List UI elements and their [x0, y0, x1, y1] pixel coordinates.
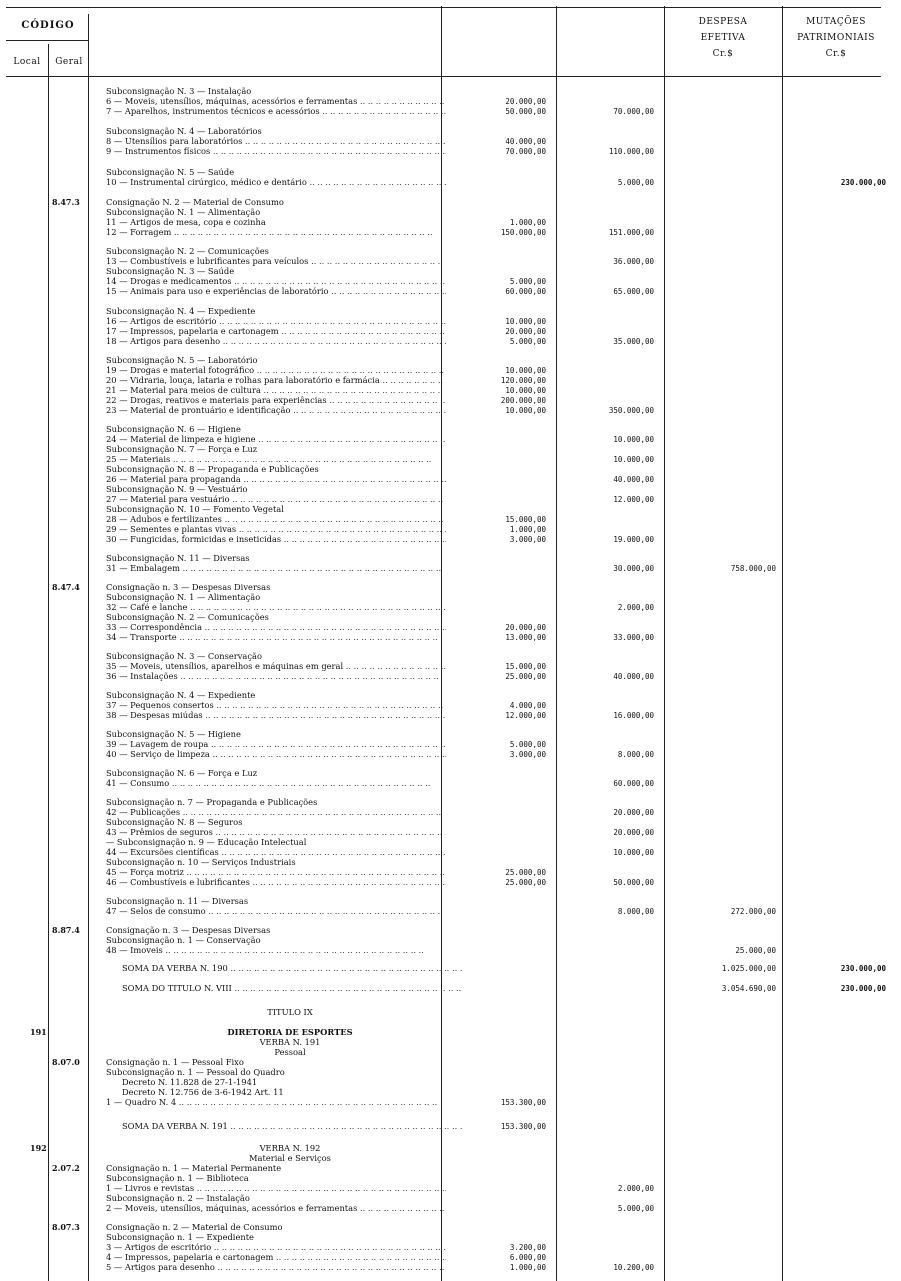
row-value-col1: 50.000,00: [505, 107, 546, 116]
row-value-col1: 20.000,00: [505, 97, 546, 106]
row-value-col1: 5.000,00: [509, 277, 546, 286]
row-description: 37 — Pequenos consertos .. ..: [106, 700, 446, 711]
row-value-col1: 10.000,00: [505, 386, 546, 395]
row-description: Consignação n. 1 — Material Permanente: [106, 1163, 282, 1173]
row-code: 8.47.4: [52, 582, 80, 592]
row-code: 8.47.3: [52, 197, 80, 207]
row-description: Subconsignação N. 1 — Alimentação: [106, 592, 261, 602]
table-row: [0, 671, 901, 682]
row-description: 1 — Livros e revistas .. ..: [106, 1183, 446, 1194]
row-description: 7 — Aparelhos, instrumentos técnicos e acessórios .. ..: [106, 106, 446, 117]
row-value-mutacoes: 230.000,00: [840, 178, 886, 187]
row-description: 8 — Utensílios para laboratórios .. ..: [106, 136, 446, 147]
row-description: TITULO IX: [267, 1007, 313, 1017]
row-description: Subconsignação N. 4 — Expediente: [106, 690, 256, 700]
row-value-despesa: 3.054.690,00: [721, 984, 776, 993]
row-value-mutacoes: 230.000,00: [840, 964, 886, 973]
row-description: 40 — Serviço de limpeza .. ..: [106, 749, 446, 760]
row-value-col1: 70.000,00: [505, 147, 546, 156]
row-description: Subconsignação n. 7 — Propaganda e Publicações: [106, 797, 318, 807]
row-description: 19 — Drogas e material fotográfico .. ..: [106, 365, 446, 376]
row-value-col2: 10.000,00: [613, 435, 654, 444]
row-description: 1 — Quadro N. 4 .. ..: [106, 1097, 446, 1108]
row-description: 5 — Artigos para desenho .. ..: [106, 1262, 446, 1273]
row-description: Consignação n. 1 — Pessoal Fixo: [106, 1057, 244, 1067]
row-description: Subconsignação N. 10 — Fomento Vegetal: [106, 504, 284, 514]
row-description: 21 — Material para meios de cultura .. ..: [106, 385, 446, 396]
row-description: 11 — Artigos de mesa, copa e cozinha: [106, 217, 266, 227]
row-value-col1: 5.000,00: [509, 740, 546, 749]
row-value-col1: 1.000,00: [509, 525, 546, 534]
table-row: [0, 563, 901, 574]
row-description: Subconsignação N. 5 — Higiene: [106, 729, 241, 739]
table-row: [0, 336, 901, 347]
row-value-col1: 25.000,00: [505, 878, 546, 887]
table-row: [0, 1007, 901, 1018]
row-description: Decreto N. 12.756 de 3-6-1942 Art. 11: [122, 1087, 284, 1097]
row-description: SOMA DO TITULO N. VIII .. ..: [122, 983, 462, 994]
row-value-col2: 8.000,00: [617, 907, 654, 916]
row-value-col2: 10.000,00: [613, 848, 654, 857]
table-row: [0, 1203, 901, 1214]
row-description: 45 — Força motriz .. ..: [106, 867, 446, 878]
row-value-col2: 2.000,00: [617, 603, 654, 612]
row-description: 17 — Impressos, papelaria e cartonagem .. ..: [106, 326, 446, 337]
verba-number: 191: [30, 1027, 47, 1037]
row-value-col2: 350.000,00: [608, 406, 654, 415]
row-description: Subconsignação N. 7 — Força e Luz: [106, 444, 258, 454]
row-description: 33 — Correspondência .. ..: [106, 622, 446, 633]
row-description: — Subconsignação n. 9 — Educação Intelectual: [106, 837, 307, 847]
table-row: [0, 877, 901, 888]
row-description: Consignação n. 2 — Material de Consumo: [106, 1222, 283, 1232]
row-value-col2: 30.000,00: [613, 564, 654, 573]
row-description: 28 — Adubos e fertilizantes .. ..: [106, 514, 446, 525]
row-description: 31 — Embalagem .. ..: [106, 563, 446, 574]
table-row: [0, 1262, 901, 1273]
row-description: 34 — Transporte .. ..: [106, 632, 446, 643]
row-value-col2: 60.000,00: [613, 779, 654, 788]
row-description: Subconsignação n. 11 — Diversas: [106, 896, 249, 906]
row-description: Subconsignação n. 2 — Instalação: [106, 1193, 250, 1203]
header-codigo: CÓDIGO: [21, 20, 75, 31]
row-value-col1: 5.000,00: [509, 337, 546, 346]
row-description: Subconsignação N. 3 — Instalação: [106, 86, 252, 96]
row-value-col2: 10.000,00: [613, 455, 654, 464]
row-value-col1: 10.000,00: [505, 317, 546, 326]
row-description: 35 — Moveis, utensílios, aparelhos e máquinas em geral .. ..: [106, 661, 446, 672]
row-value-col2: 5.000,00: [617, 178, 654, 187]
row-description: 46 — Combustíveis e lubrificantes .. ..: [106, 877, 446, 888]
header-local: Local: [13, 57, 41, 67]
row-description: Subconsignação N. 3 — Conservação: [106, 651, 262, 661]
row-description: SOMA DA VERBA N. 190 .. ..: [122, 963, 462, 974]
table-row: [0, 945, 901, 956]
table-row: [0, 778, 901, 789]
row-value-despesa: 272.000,00: [730, 907, 776, 916]
row-description: Subconsignação N. 2 — Comunicações: [106, 246, 269, 256]
row-value-col2: 110.000,00: [608, 147, 654, 156]
row-value-col1: 10.000,00: [505, 366, 546, 375]
row-value-col1: 20.000,00: [505, 327, 546, 336]
row-value-col1: 3.200,00: [509, 1243, 546, 1252]
row-description: 22 — Drogas, reativos e materiais para experiências .. ..: [106, 395, 446, 406]
header-despesa: [668, 14, 778, 62]
row-value-col1: 4.000,00: [509, 701, 546, 710]
row-value-col1: 13.000,00: [505, 633, 546, 642]
row-description: Subconsignação N. 6 — Força e Luz: [106, 768, 258, 778]
table-row: [0, 632, 901, 643]
row-value-col1: 25.000,00: [505, 672, 546, 681]
row-description: 44 — Excursões científicas .. ..: [106, 847, 446, 858]
row-value-col2: 35.000,00: [613, 337, 654, 346]
row-description: Subconsignação n. 1 — Conservação: [106, 935, 261, 945]
row-value-col1: 153.300,00: [500, 1098, 546, 1107]
row-description: Subconsignação n. 1 — Biblioteca: [106, 1173, 249, 1183]
row-description: Consignação n. 3 — Despesas Diversas: [106, 582, 271, 592]
row-value-col2: 50.000,00: [613, 878, 654, 887]
row-value-col1: 1.000,00: [509, 1263, 546, 1272]
row-description: 15 — Animais para uso e experiências de laboratório .. ..: [106, 286, 446, 297]
header-bottom-rule: [6, 76, 881, 77]
row-description: 42 — Publicações .. ..: [106, 807, 446, 818]
row-value-despesa: 758.000,00: [730, 564, 776, 573]
row-description: 4 — Impressos, papelaria e cartonagem .. ..: [106, 1252, 446, 1263]
row-value-col1: 40.000,00: [505, 137, 546, 146]
row-value-col2: 16.000,00: [613, 711, 654, 720]
row-description: 13 — Combustíveis e lubrificantes para veículos .. ..: [106, 256, 446, 267]
table-row: [0, 146, 901, 157]
row-description: Consignação N. 2 — Material de Consumo: [106, 197, 284, 207]
row-value-col1: 3.000,00: [509, 750, 546, 759]
table-row: [0, 286, 901, 297]
row-description: 43 — Prêmios de seguros .. ..: [106, 827, 446, 838]
row-value-col2: 12.000,00: [613, 495, 654, 504]
row-value-col1: 12.000,00: [505, 711, 546, 720]
row-description: 29 — Sementes e plantas vivas .. ..: [106, 524, 446, 535]
row-value-col2: 40.000,00: [613, 672, 654, 681]
row-value-col1: 153.300,00: [500, 1122, 546, 1131]
row-value-col2: 40.000,00: [613, 475, 654, 484]
row-value-despesa: 1.025.000,00: [721, 964, 776, 973]
row-description: 36 — Instalações .. ..: [106, 671, 446, 682]
header-geral: Geral: [55, 57, 83, 67]
row-value-col1: 15.000,00: [505, 515, 546, 524]
row-description: Subconsignação N. 5 — Laboratório: [106, 355, 258, 365]
row-description: 18 — Artigos para desenho .. ..: [106, 336, 446, 347]
row-description: SOMA DA VERBA N. 191 .. ..: [122, 1121, 462, 1132]
header-despesa-line1: DESPESA: [698, 17, 748, 27]
row-value-col1: 150.000,00: [500, 228, 546, 237]
table-row: [0, 534, 901, 545]
row-description: Subconsignação N. 8 — Propaganda e Publicações: [106, 464, 319, 474]
row-value-col1: 15.000,00: [505, 662, 546, 671]
row-value-col1: 25.000,00: [505, 868, 546, 877]
header-mutacoes-line2: PATRIMONIAIS: [797, 33, 875, 43]
row-value-col2: 65.000,00: [613, 287, 654, 296]
row-description: 41 — Consumo .. ..: [106, 778, 446, 789]
row-description: 23 — Material de prontuário e identificação .. ..: [106, 405, 446, 416]
row-description: Subconsignação N. 8 — Seguros: [106, 817, 243, 827]
row-description: 16 — Artigos de escritório .. ..: [106, 316, 446, 327]
row-value-col1: 20.000,00: [505, 623, 546, 632]
row-description: Material e Serviços: [249, 1153, 331, 1163]
table-row: [0, 710, 901, 721]
row-description: Subconsignação n. 1 — Expediente: [106, 1232, 254, 1242]
row-value-col2: 8.000,00: [617, 750, 654, 759]
verba-number: 192: [30, 1143, 47, 1153]
row-description: 25 — Materiais .. ..: [106, 454, 446, 465]
row-description: Subconsignação N. 1 — Alimentação: [106, 207, 261, 217]
table-row: [0, 749, 901, 760]
row-description: 24 — Material de limpeza e higiene .. ..: [106, 434, 446, 445]
row-value-col1: 3.000,00: [509, 535, 546, 544]
table-row: [0, 106, 901, 117]
table-row: [0, 1097, 901, 1108]
row-value-col2: 10.200,00: [613, 1263, 654, 1272]
row-description: Subconsignação N. 11 — Diversas: [106, 553, 250, 563]
row-description: 32 — Café e lanche .. ..: [106, 602, 446, 613]
header-mutacoes-line1: MUTAÇÕES: [806, 17, 866, 27]
row-description: Subconsignação N. 4 — Laboratórios: [106, 126, 262, 136]
row-code: 8.87.4: [52, 925, 80, 935]
header-code-rule: [6, 40, 88, 41]
row-value-col1: 6.000,00: [509, 1253, 546, 1262]
row-value-col2: 5.000,00: [617, 1204, 654, 1213]
row-description: Subconsignação N. 2 — Comunicações: [106, 612, 269, 622]
row-description: Subconsignação n. 1 — Pessoal do Quadro: [106, 1067, 285, 1077]
row-value-col2: 36.000,00: [613, 257, 654, 266]
row-description: 9 — Instrumentos físicos .. ..: [106, 146, 446, 157]
row-description: 6 — Moveis, utensílios, máquinas, acessórios e ferramentas .. ..: [106, 96, 446, 107]
row-description: 48 — Imoveis .. ..: [106, 945, 446, 956]
row-description: 14 — Drogas e medicamentos .. ..: [106, 276, 446, 287]
row-description: Decreto N. 11.828 de 27-1-1941: [122, 1077, 258, 1087]
row-description: Pessoal: [274, 1047, 306, 1057]
row-description: 2 — Moveis, utensílios, máquinas, acessórios e ferramentas .. ..: [106, 1203, 446, 1214]
row-description: VERBA N. 191: [259, 1037, 321, 1047]
row-description: 47 — Selos de consumo .. ..: [106, 906, 446, 917]
row-value-col1: 60.000,00: [505, 287, 546, 296]
row-code: 2.07.2: [52, 1163, 80, 1173]
row-description: Subconsignação N. 3 — Saúde: [106, 266, 235, 276]
table-row: [0, 227, 901, 238]
row-description: Subconsignação N. 5 — Saúde: [106, 167, 235, 177]
row-code: 8.07.0: [52, 1057, 80, 1067]
header-despesa-line2: EFETIVA: [700, 33, 746, 43]
table-row: [0, 983, 901, 994]
row-description: VERBA N. 192: [259, 1143, 321, 1153]
row-value-col1: 200.000,00: [500, 396, 546, 405]
table-row: [0, 1121, 901, 1132]
row-description: 12 — Forragem .. ..: [106, 227, 446, 238]
row-value-col2: 33.000,00: [613, 633, 654, 642]
top-border: [6, 7, 881, 8]
table-row: [0, 405, 901, 416]
row-description: 38 — Despesas miúdas .. ..: [106, 710, 446, 721]
row-description: 30 — Fungicidas, formicidas e inseticidas .. ..: [106, 534, 446, 545]
row-description: 20 — Vidraria, louça, lataria e rolhas para laboratório e farmácia .. ..: [106, 375, 446, 386]
table-row: [0, 963, 901, 974]
row-code: 8.07.3: [52, 1222, 80, 1232]
row-description: Subconsignação N. 4 — Expediente: [106, 306, 256, 316]
row-description: Subconsignação N. 9 — Vestuário: [106, 484, 248, 494]
row-description: Subconsignação N. 6 — Higiene: [106, 424, 241, 434]
row-value-col1: 1.000,00: [509, 218, 546, 227]
row-value-col1: 120.000,00: [500, 376, 546, 385]
row-description: 3 — Artigos de escritório .. ..: [106, 1242, 446, 1253]
row-value-col2: 70.000,00: [613, 107, 654, 116]
row-value-col2: 2.000,00: [617, 1184, 654, 1193]
row-description: Subconsignação n. 10 — Serviços Industriais: [106, 857, 296, 867]
table-row: [0, 906, 901, 917]
header-despesa-line3: Cr.$: [712, 49, 734, 59]
row-description: 39 — Lavagem de roupa .. ..: [106, 739, 446, 750]
header-mutacoes-line3: Cr.$: [825, 49, 847, 59]
row-description: 26 — Material para propaganda .. ..: [106, 474, 446, 485]
row-value-mutacoes: 230.000,00: [840, 984, 886, 993]
row-value-col2: 20.000,00: [613, 828, 654, 837]
row-value-col2: 20.000,00: [613, 808, 654, 817]
row-description: 10 — Instrumental cirúrgico, médico e dentário .. ..: [106, 177, 446, 188]
row-description: 27 — Material para vestuário .. ..: [106, 494, 446, 505]
row-description: DIRETORIA DE ESPORTES: [227, 1027, 353, 1037]
row-description: Consignação n. 3 — Despesas Diversas: [106, 925, 271, 935]
table-row: [0, 177, 901, 188]
row-value-despesa: 25.000,00: [735, 946, 776, 955]
header-mutacoes: [786, 14, 886, 62]
row-value-col2: 19.000,00: [613, 535, 654, 544]
row-value-col2: 151.000,00: [608, 228, 654, 237]
row-value-col1: 10.000,00: [505, 406, 546, 415]
